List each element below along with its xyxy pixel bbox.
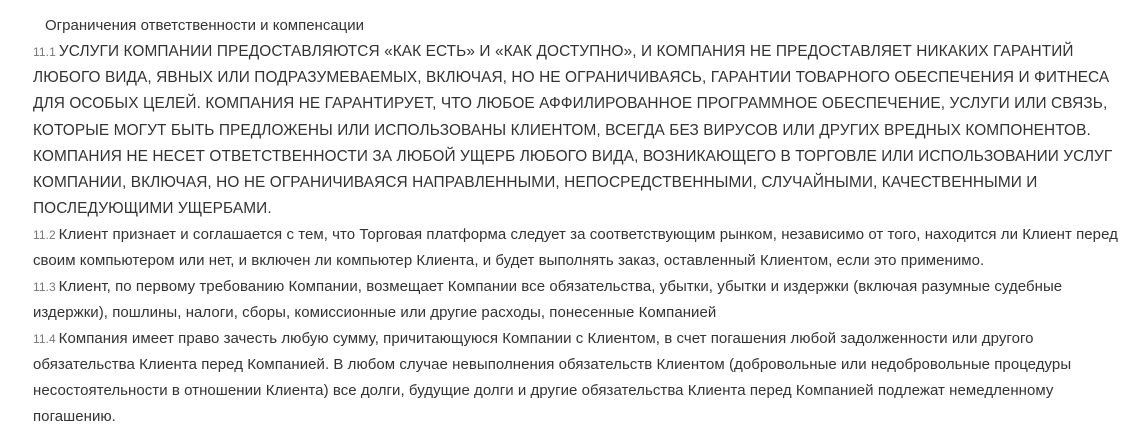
clause-text: Клиент, по первому требованию Компании, возмещает Компании все обязательства, убытки, убытки и издержки (включая разумные судебные издержки), пошлины, налоги, сборы, комиссионные или другие расходы, понесенные Компанией — [33, 278, 1063, 322]
clause-text: Компания имеет право зачесть любую сумму, причитающуюся Компании с Клиентом, в счет погашения любой задолженности или другого обязательства Клиента перед Компанией. В любом случае невыполнения обязательств Клиентом (добровольные или недобровольные процедуры несостоятельности в отношении Клиента) все долги, будущие долги и другие обязательства Клиента перед Компанией подлежат немедленному погашению. — [33, 330, 1072, 426]
section-title: Ограничения ответственности и компенсации — [45, 17, 365, 34]
clause-text: УСЛУГИ КОМПАНИИ ПРЕДОСТАВЛЯЮТСЯ «КАК ЕСТЬ» И «КАК ДОСТУПНО», И КОМПАНИЯ НЕ ПРЕДОСТАВЛЯЕТ НИКАКИХ ГАРАНТИЙ ЛЮБОГО ВИДА, ЯВНЫХ ИЛИ ПОДРАЗУМЕВАЕМЫХ, ВКЛЮЧАЯ, НО НЕ ОГРАНИЧИВАЯСЬ, ГАРАНТИИ ТОВАРНОГО ОБЕСПЕЧЕНИЯ И ФИТНЕСА ДЛЯ ОСОБЫХ ЦЕЛЕЙ. КОМПАНИЯ НЕ ГАРАНТИРУЕТ, ЧТО ЛЮБОЕ АФФИЛИРОВАННОЕ ПРОГРАММНОЕ ОБЕСПЕЧЕНИЕ, УСЛУГИ ИЛИ СВЯЗЬ, КОТОРЫЕ МОГУТ БЫТЬ ПРЕДЛОЖЕНЫ ИЛИ ИСПОЛЬЗОВАНЫ КЛИЕНТОМ, ВСЕГДА БЕЗ ВИРУСОВ ИЛИ ДРУГИХ ВРЕДНЫХ КОМПОНЕНТОВ. КОМПАНИЯ НЕ НЕСЕТ ОТВЕТСТВЕННОСТИ ЗА ЛЮБОЙ УЩЕРБ ЛЮБОГО ВИДА, ВОЗНИКАЮЩЕГО В ТОРГОВЛЕ ИЛИ ИСПОЛЬЗОВАНИИ УСЛУГ КОМПАНИИ, ВКЛЮЧАЯ, НО НЕ ОГРАНИЧИВАЯСЯ НАПРАВЛЕННЫМИ, НЕПОСРЕДСТВЕННЫМИ, СЛУЧАЙНЫМИ, КАЧЕСТВЕННЫМИ И ПОСЛЕДУЮЩИМИ УЩЕРБАМИ. — [33, 43, 1113, 218]
clause-number: 11.4 — [33, 332, 56, 347]
clause-11-1 — [33, 39, 1132, 222]
clause-number: 11.2 — [33, 228, 56, 243]
clause-number: 11.1 — [33, 45, 56, 59]
clause-11-4 — [33, 326, 1132, 430]
clause-11-2 — [33, 222, 1132, 274]
clause-11-3 — [33, 274, 1132, 326]
clause-text: Клиент признает и соглашается с тем, что Торговая платформа следует за соответствующим рынком, независимо от того, находится ли Клиент перед своим компьютером или нет, и включен ли компьютер Клиента, и будет выполнять заказ, оставленный Клиентом, если это применимо. — [33, 226, 1118, 270]
clause-number: 11.3 — [33, 280, 56, 295]
